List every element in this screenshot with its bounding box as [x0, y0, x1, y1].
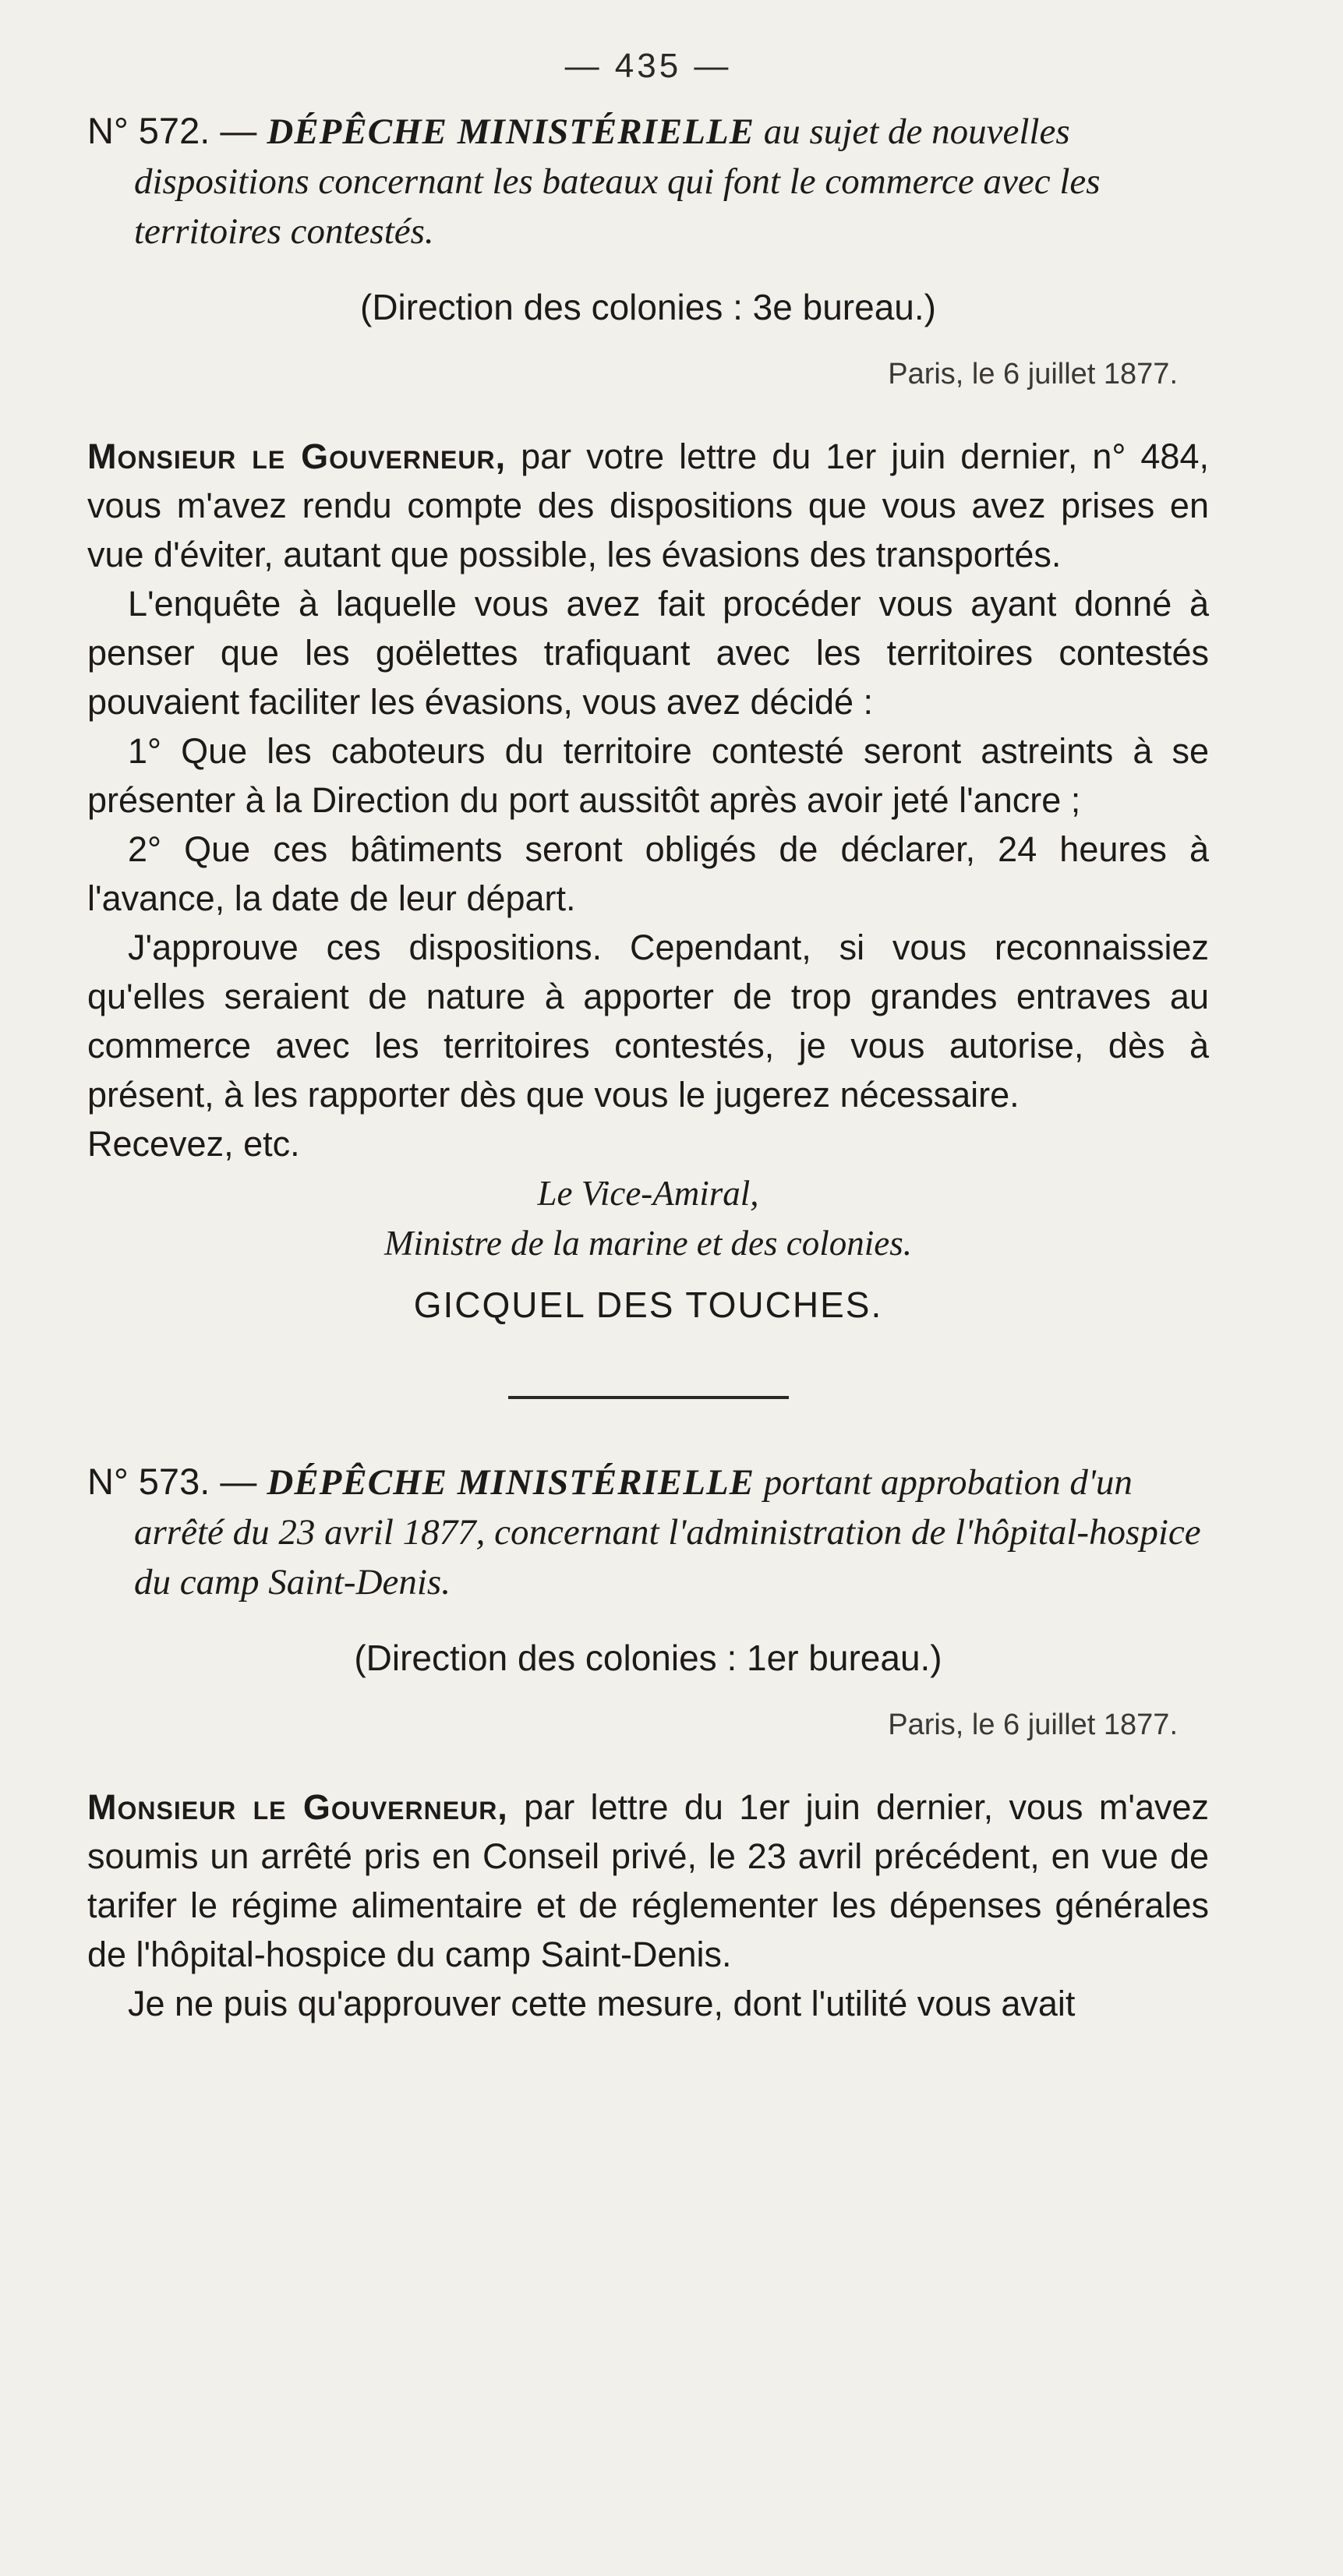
paragraph-text: par votre lettre du 1er juin dernier, n° 484, vous m'avez rendu compte des dispositions que vous avez prises en vue d'éviter, autant que possible, les évasions des transportés. [87, 436, 1209, 574]
paragraph-text: par lettre du 1er juin dernier, vous m'avez soumis un arrêté pris en Conseil privé, le 23 avril précédent, en vue de tarifer le régime alimentaire et de réglementer les dépenses générales de l'hôpital-hospice du camp Saint-Denis. [87, 1787, 1209, 1974]
paragraph [87, 1783, 1209, 1979]
section-divider [508, 1396, 789, 1399]
dateline: Paris, le 6 juillet 1877. [888, 358, 1178, 390]
signature-name: GICQUEL DES TOUCHES. [413, 1284, 883, 1325]
document-kind: DÉPÊCHE MINISTÉRIELLE [267, 1462, 755, 1503]
office-line: (Direction des colonies : 3e bureau.) [360, 287, 936, 327]
page-number: — 435 — [564, 47, 732, 85]
signature-office: Ministre de la marine et des colonies. [384, 1224, 912, 1263]
paragraph: J'approuve ces dispositions. Cependant, si vous reconnaissiez qu'elles seraient de nature à apporter de trop grandes entraves au commerce avec les territoires contestés, je vous autorise, dès à présent, à les rapporter dès que vous le jugerez nécessaire. [87, 928, 1209, 1115]
closing: Recevez, etc. [87, 1124, 300, 1164]
paragraph [87, 432, 1209, 579]
dateline: Paris, le 6 juillet 1877. [888, 1708, 1178, 1741]
salutation: Monsieur le Gouverneur, [87, 436, 507, 476]
document-number: N° 573. — [87, 1461, 267, 1502]
document-subject: portant approbation d'un arrêté du 23 avril 1877, concernant l'administration de l'hôpital-hospice du camp Saint-Denis. [134, 1462, 1201, 1602]
signature-title: Le Vice-Amiral, [537, 1174, 759, 1213]
paragraph: Je ne puis qu'approuver cette mesure, dont l'utilité vous avait [128, 1984, 1076, 2023]
document-heading [87, 1457, 1209, 1607]
salutation: Monsieur le Gouverneur, [87, 1787, 508, 1827]
paragraph: L'enquête à laquelle vous avez fait procéder vous ayant donné à penser que les goëlettes trafiquant avec les territoires contestés pouvaient faciliter les évasions, vous avez décidé : [87, 584, 1209, 722]
document-heading [87, 106, 1209, 256]
document-number: N° 572. — [87, 110, 267, 151]
document-572 [87, 106, 1209, 1326]
document-573 [87, 1457, 1209, 2028]
paragraph: 2° Que ces bâtiments seront obligés de déclarer, 24 heures à l'avance, la date de leur départ. [87, 829, 1209, 918]
office-line: (Direction des colonies : 1er bureau.) [354, 1638, 942, 1678]
paragraph: 1° Que les caboteurs du territoire contesté seront astreints à se présenter à la Direction du port aussitôt après avoir jeté l'ancre ; [87, 731, 1209, 820]
document-subject: au sujet de nouvelles dispositions concernant les bateaux qui font le commerce avec les territoires contestés. [134, 111, 1101, 252]
document-kind: DÉPÊCHE MINISTÉRIELLE [267, 111, 755, 152]
